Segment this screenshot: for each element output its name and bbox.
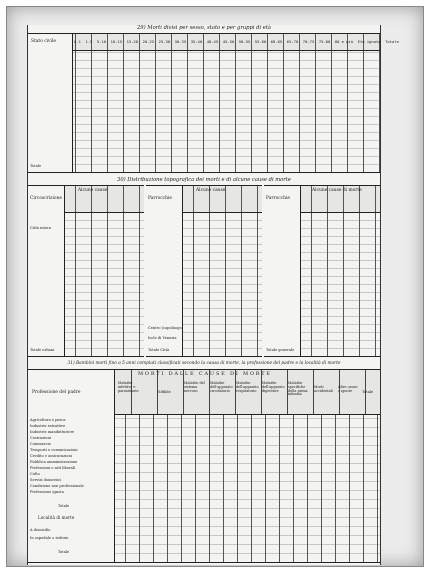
- section-31-total-label: Totale: [58, 504, 70, 508]
- section-29-age-headers: [74, 39, 399, 44]
- section-30-col-group-2: Alcune cause: [196, 188, 226, 193]
- section-29-deaths-by-age: [28, 25, 399, 175]
- section-31-row-label: Industrie manifatturiere: [30, 430, 75, 434]
- section-30-right-stub-header: Parrocchie: [266, 196, 290, 201]
- section-31-locality-header: Località di morte: [38, 515, 75, 520]
- section-29-stub: [28, 34, 73, 172]
- section-30-table-left: [28, 185, 144, 357]
- section-31-col-header: Malattie del sistema nervoso: [184, 381, 205, 393]
- section-31-row-label: Industrie estrattive: [30, 424, 66, 428]
- age-group-label: Età ignota: [357, 39, 381, 44]
- section-29-stub-header: Stato civile: [31, 39, 56, 44]
- section-30-left-total: Totale urbani: [30, 348, 55, 352]
- section-30-subtotal-islands: Isole di Venezia: [148, 336, 177, 340]
- age-group-label: 5-10: [96, 39, 107, 44]
- age-group-label: 50-55: [238, 39, 251, 44]
- section-31-row-label: Culto: [30, 472, 40, 476]
- section-30-first-row: Città intera: [30, 226, 51, 230]
- age-group-label: 60-65: [270, 39, 283, 44]
- age-group-label: 20-25: [142, 39, 155, 44]
- age-group-label: 45-50: [222, 39, 235, 44]
- section-31-row-label: Condizione non professionale: [30, 484, 84, 488]
- section-30-middle-stub-header: Parrocchie: [148, 196, 172, 201]
- section-31-row-label: Pubblica amministrazione: [30, 460, 78, 464]
- age-group-label: 25-30: [158, 39, 171, 44]
- section-31-table: [28, 369, 380, 563]
- age-group-label: 75-80: [318, 39, 331, 44]
- section-30-col-group-3: Alcune cause di morte: [312, 188, 362, 193]
- age-group-label: 1-5: [85, 39, 93, 44]
- section-30-subtotal-center: Centro (capoluogo): [148, 326, 184, 330]
- age-group-label: 55-60: [254, 39, 267, 44]
- section-31-col-header: Totale: [362, 390, 374, 394]
- section-30-middle-stub: [146, 186, 183, 356]
- section-31-row-label: Commercio: [30, 442, 51, 446]
- section-30-right-stub: [264, 186, 301, 356]
- section-31-col-header: Morti accidentali: [314, 385, 333, 393]
- section-31-col-header: Malattie specifiche della prima infanzia: [288, 381, 308, 397]
- section-30-table-right: [264, 185, 380, 357]
- section-31-title: 31) Bambini morti fino a 5 anni compiuti classificati secondo la causa di morte, la professione del padre e la località di morte: [67, 361, 341, 366]
- section-30-left-stub: [28, 186, 65, 356]
- section-29-title: 29) Morti divisi per sesso, stato e per gruppi di età: [136, 25, 272, 31]
- section-31-row-label: Trasporti e comunicazioni: [30, 448, 78, 452]
- section-31-col-header: Malattie infettive e parassitarie: [118, 381, 139, 393]
- section-31-row-label: Professione ignota: [30, 490, 64, 494]
- section-30-table-middle: [146, 185, 262, 357]
- section-29-total-label: Totale: [30, 164, 42, 168]
- section-31-row-label: Credito e assicurazioni: [30, 454, 72, 458]
- age-group-label: Totale: [385, 39, 399, 44]
- section-31-row-label: Agricoltura e pesca: [30, 418, 66, 422]
- section-31-col-header: Malattie dell'apparato respiratorio: [236, 381, 259, 393]
- section-31-row-label: Servizi domestici: [30, 478, 62, 482]
- section-30-grand-total: Totale generale: [266, 348, 295, 352]
- section-31-locality-total: Totale: [58, 550, 70, 554]
- scanned-sheet: [6, 6, 424, 567]
- age-group-label: 70-75: [302, 39, 315, 44]
- section-31-stub: [28, 370, 115, 562]
- section-31-child-deaths: [28, 361, 380, 565]
- section-31-col-header: Altre cause o ignote: [338, 385, 358, 393]
- statistics-page: [27, 25, 399, 565]
- age-group-label: 10-15: [110, 39, 123, 44]
- section-31-col-header: Malattie dell'apparato digerente: [262, 381, 285, 393]
- section-31-row-label: Costruzioni: [30, 436, 51, 440]
- age-group-label: 0-1: [74, 39, 81, 44]
- section-30-topographic-distribution: [28, 177, 380, 359]
- section-31-col-header: Malattie dell'apparato circolatorio: [210, 381, 233, 393]
- age-group-label: 30-35: [174, 39, 187, 44]
- section-30-col-group-1: Alcune cause: [78, 188, 108, 193]
- section-30-title: 30) Distribuzione topografica dei morti e di alcune cause di morte: [117, 177, 291, 183]
- section-29-table: [28, 33, 399, 173]
- age-group-label: 15-20: [126, 39, 139, 44]
- age-group-label: 40-45: [206, 39, 219, 44]
- age-group-label: 80 e più: [334, 39, 354, 44]
- section-31-locality-row: In ospedale o istituto: [30, 536, 69, 540]
- section-31-locality-row: A domicilio: [30, 528, 51, 532]
- section-31-col-header: Sifilide: [158, 390, 171, 394]
- section-30-left-stub-header: Circoscrizione: [30, 196, 62, 201]
- section-31-row-label: Professioni e arti liberali: [30, 466, 76, 470]
- age-group-label: 65-70: [286, 39, 299, 44]
- section-31-stub-header: Professione del padre: [32, 390, 81, 395]
- section-30-subtotal-city: Totale Città: [148, 348, 170, 352]
- age-group-label: 35-40: [190, 39, 203, 44]
- section-31-header-caption: MORTI DALLE CAUSE DI MORTE: [138, 371, 272, 377]
